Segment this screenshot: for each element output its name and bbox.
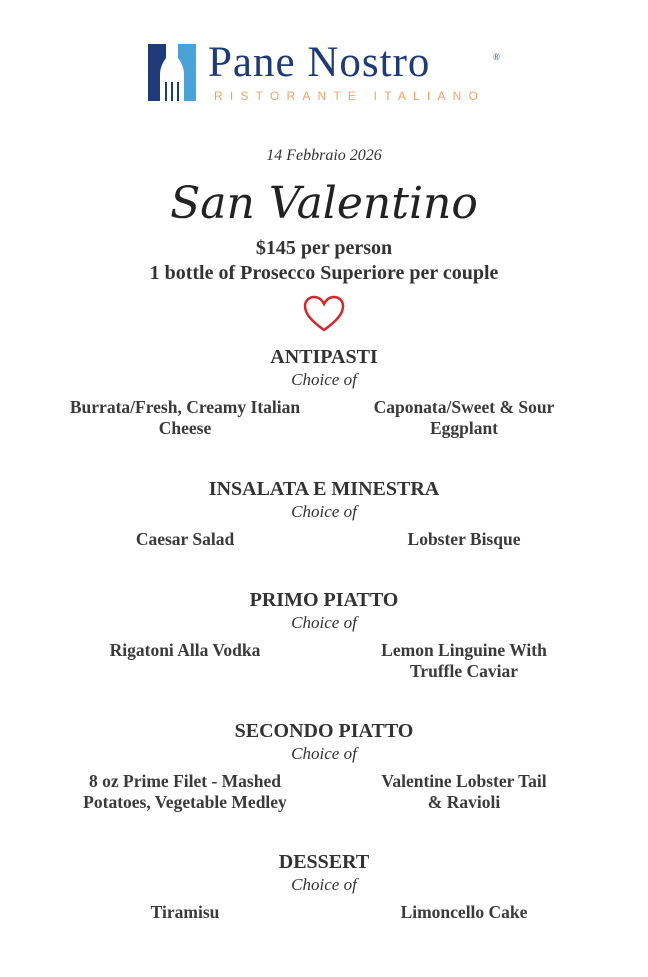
section-subtitle: Choice of	[291, 875, 357, 894]
menu-item: Rigatoni Alla Vodka	[109, 640, 261, 660]
menu-item: Caponata/Sweet & Sour Eggplant	[373, 397, 555, 438]
fork-icon	[148, 44, 196, 101]
brand-tagline: RISTORANTE ITALIANO	[214, 89, 486, 103]
menu-item: Limoncello Cake	[400, 902, 528, 922]
event-wine: 1 bottle of Prosecco Superiore per couple	[149, 262, 499, 284]
section-subtitle: Choice of	[291, 613, 357, 632]
event-title: San Valentino	[170, 178, 478, 229]
section-title: INSALATA E MINESTRA	[208, 478, 440, 500]
section-subtitle: Choice of	[291, 370, 357, 389]
menu-item: Lobster Bisque	[407, 529, 521, 549]
menu-item: Tiramisu	[150, 902, 220, 922]
section-insalata	[0, 478, 648, 549]
section-title: PRIMO PIATTO	[249, 589, 399, 611]
logo	[148, 39, 508, 104]
section-subtitle: Choice of	[291, 502, 357, 521]
section-title: ANTIPASTI	[270, 346, 378, 368]
section-title: DESSERT	[278, 851, 370, 873]
section-subtitle: Choice of	[291, 744, 357, 763]
menu-item: Burrata/Fresh, Creamy Italian Cheese	[69, 397, 301, 438]
menu-item: Valentine Lobster Tail & Ravioli	[381, 771, 547, 812]
section-title: SECONDO PIATTO	[234, 720, 414, 742]
menu-item: Lemon Linguine With Truffle Caviar	[381, 640, 547, 681]
section-primo	[0, 589, 648, 681]
section-secondo	[0, 720, 648, 812]
section-antipasti	[0, 346, 648, 438]
brand-name: Pane Nostro	[208, 39, 431, 86]
heart-icon	[302, 294, 346, 334]
menu-item: 8 oz Prime Filet - Mashed Potatoes, Vegetable Medley	[83, 771, 287, 812]
menu-item: Caesar Salad	[135, 529, 235, 549]
section-dessert	[0, 851, 648, 922]
event-price: $145 per person	[255, 237, 393, 259]
registered-mark: ®	[493, 52, 500, 62]
event-date: 14 Febbraio 2026	[266, 147, 382, 164]
